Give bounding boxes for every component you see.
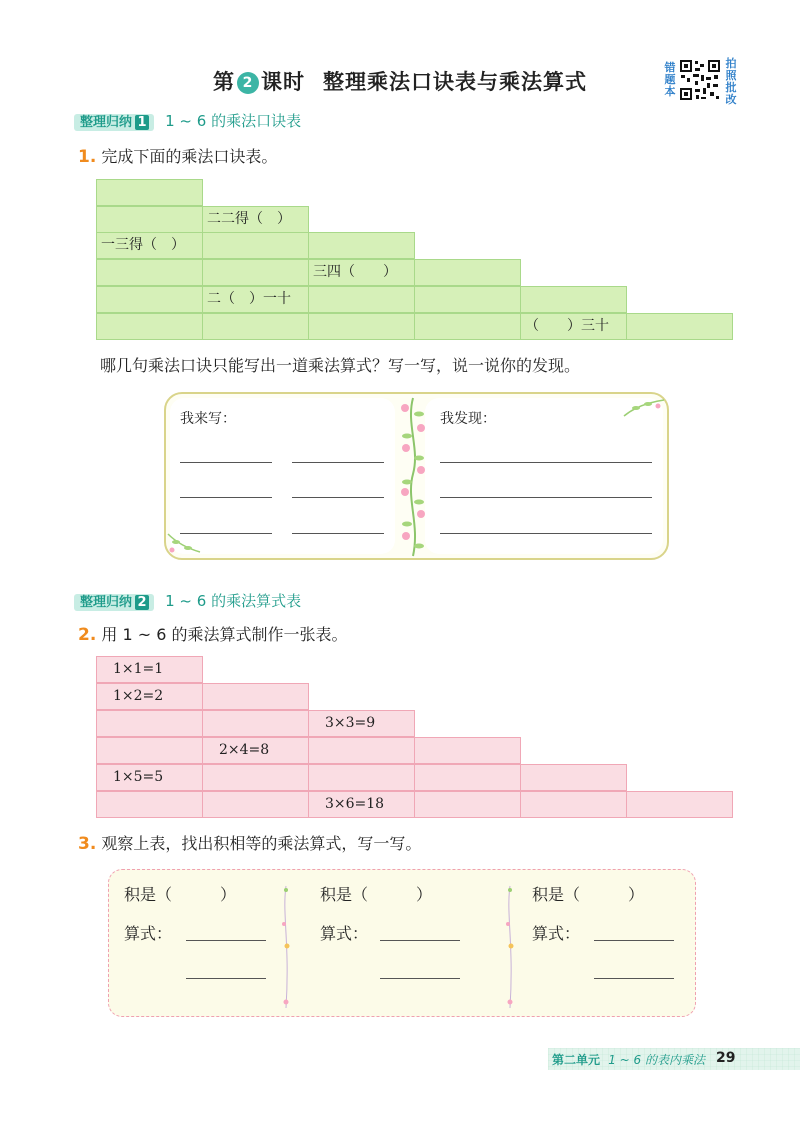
rhyme-cell[interactable]: 二二得（ ） [202,206,309,233]
discovery-line[interactable] [440,462,652,463]
section2-title: 1 ~ 6 的乘法算式表 [165,592,302,610]
find-label: 我发现： [440,411,496,427]
formula-cell[interactable] [202,683,309,710]
formula-line[interactable] [186,940,266,941]
formula-cell[interactable] [308,764,415,791]
rhyme-cell [202,259,309,286]
formula-label: 算式： [532,924,581,943]
rhyme-cell[interactable]: （ ）三十 [520,313,627,340]
formula-line[interactable] [594,978,674,979]
rhyme-cell [308,286,415,313]
mistake-book-label: 错 题 本 [664,61,676,98]
formula-label: 算式： [320,924,369,943]
rhyme-cell[interactable]: 一三得（ ） [96,232,203,259]
formula-cell: 1×5=5 [96,764,203,791]
formula-cell[interactable] [96,791,203,818]
formula-label: 算式： [124,924,173,943]
q2-text: 用 1 ~ 6 的乘法算式制作一张表。 [101,625,348,644]
section2-heading [74,590,301,611]
discovery-line[interactable] [440,533,652,534]
product-label[interactable]: 积是（ ） [532,885,645,904]
formula-cell: 1×1=1 [96,656,203,683]
rhyme-cell [96,206,203,233]
formula-line[interactable] [380,978,460,979]
answer-line[interactable] [292,497,384,498]
section1-title: 1 ~ 6 的乘法口诀表 [165,112,302,130]
formula-cell[interactable] [202,764,309,791]
answer-line[interactable] [292,462,384,463]
lesson-heading: 整理乘法口诀表与乘法算式 [323,70,587,94]
product-label[interactable]: 积是（ ） [320,885,433,904]
rhyme-cell[interactable]: 三四（ ） [308,259,415,286]
rhyme-cell [414,286,521,313]
answer-line[interactable] [292,533,384,534]
formula-cell: 1×2=2 [96,683,203,710]
rhyme-cell [520,286,627,313]
formula-cell: 3×6=18 [308,791,415,818]
formula-cell[interactable] [520,764,627,791]
rhyme-cell [202,313,309,340]
photo-grade-label: 拍 照 批 改 [725,57,737,106]
footer-topic: 1 ~ 6 的表内乘法 [608,1053,705,1067]
q3-number: 3. [78,834,97,854]
rhyme-cell [96,313,203,340]
rhyme-cell [414,259,521,286]
q1-heading [78,144,277,167]
flower-divider-icon [500,884,520,1010]
formula-cell[interactable] [96,710,203,737]
rhyme-cell [308,313,415,340]
formula-cell[interactable] [202,710,309,737]
rhyme-cell[interactable]: 二（ ）一十 [202,286,309,313]
formula-cell[interactable] [414,737,521,764]
formula-line[interactable] [594,940,674,941]
formula-cell[interactable] [96,737,203,764]
rhyme-cell [626,313,733,340]
rhyme-cell [308,232,415,259]
rhyme-cell [96,179,203,206]
lesson-prefix: 第 [213,70,235,94]
formula-cell[interactable] [202,791,309,818]
formula-cell[interactable] [414,764,521,791]
write-label: 我来写： [180,411,236,427]
q1-text: 完成下面的乘法口诀表。 [101,147,278,166]
flower-divider-icon [276,884,296,1010]
answer-line[interactable] [180,497,272,498]
corner-leaf-icon [622,396,666,420]
section1-heading [74,110,301,131]
page-number: 29 [716,1050,736,1066]
section1-tag: 整理归纳 1 [74,114,154,131]
formula-cell[interactable] [414,791,521,818]
formula-cell[interactable] [308,737,415,764]
flower-vine-icon [396,394,430,560]
discovery-line[interactable] [440,497,652,498]
formula-cell: 3×3=9 [308,710,415,737]
product-label[interactable]: 积是（ ） [124,885,237,904]
formula-cell[interactable] [626,791,733,818]
footer-unit: 第二单元 1 ~ 6 的表内乘法 [552,1053,705,1067]
q1-prompt: 哪几句乘法口诀只能写出一道乘法算式？写一写，说一说你的发现。 [100,356,581,375]
rhyme-cell [202,232,309,259]
formula-line[interactable] [186,978,266,979]
q3-heading [78,831,421,854]
answer-line[interactable] [180,533,272,534]
q2-number: 2. [78,625,97,645]
section2-tag: 整理归纳 2 [74,594,154,611]
lesson-number-badge: 2 [237,72,259,94]
qr-code-icon[interactable] [679,59,721,101]
lesson-suffix: 课时 [261,70,305,94]
q3-text: 观察上表，找出积相等的乘法算式，写一写。 [101,834,422,853]
rhyme-cell [414,313,521,340]
formula-cell[interactable] [520,791,627,818]
q1-number: 1. [78,147,97,167]
q2-heading [78,622,348,645]
rhyme-cell [96,259,203,286]
answer-line[interactable] [180,462,272,463]
rhyme-cell [96,286,203,313]
formula-cell: 2×4=8 [202,737,309,764]
formula-line[interactable] [380,940,460,941]
